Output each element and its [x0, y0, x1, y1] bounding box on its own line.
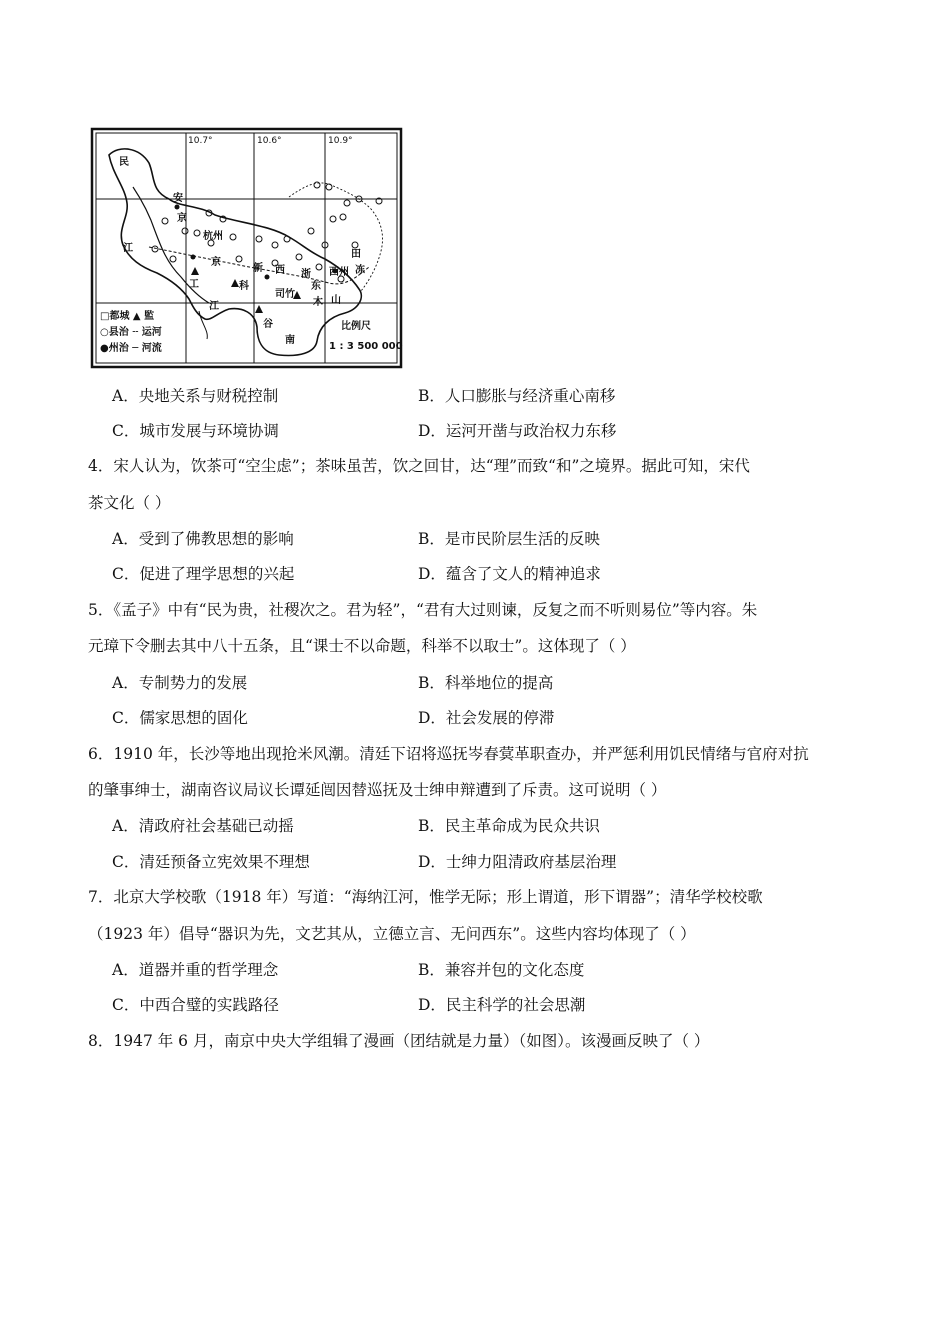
place-label: 山 — [331, 295, 341, 306]
place-label: 科 — [239, 281, 249, 292]
q4-option-c: C．促进了理学思想的兴起 — [112, 565, 295, 583]
scale-value: 1 : 3 500 000 — [329, 341, 403, 352]
historical-map-figure — [89, 127, 405, 370]
river-line — [199, 311, 207, 339]
q5-option-a: A．专制势力的发展 — [112, 674, 248, 692]
place-label: 南 — [285, 335, 295, 346]
q6-option-d: D．士绅力阻清政府基层治理 — [418, 853, 617, 871]
q3-option-d: D．运河开凿与政治权力东移 — [418, 422, 617, 440]
q5-option-d: D．社会发展的停滞 — [418, 709, 555, 727]
q7-stem-line2: （1923 年）倡导“器识为先，文艺其从，立德立言、无问西东”。这些内容均体现了（ ） — [88, 925, 696, 943]
place-label: 司竹 — [275, 289, 295, 300]
place-label: 木 — [313, 297, 323, 308]
q4-option-a: A．受到了佛教思想的影响 — [112, 530, 294, 548]
grid-label: 10.7° — [188, 136, 213, 146]
scale-title: 比例尺 — [341, 321, 371, 332]
grid-label: 10.9° — [328, 136, 353, 146]
place-label: 京 — [177, 213, 187, 224]
q5-option-c: C．儒家思想的固化 — [112, 709, 248, 727]
q6-stem-line2: 的肇事绅士，湖南咨议局议长谭延闿因替巡抚及士绅申辩遭到了斥责。这可说明（ ） — [88, 781, 667, 799]
place-label: 杭州 — [203, 231, 223, 242]
place-label: 西州 — [329, 267, 349, 278]
q5-stem-line1: 5．《孟子》中有“民为贵，社稷次之。君为轻”，“君有大过则谏，反复之而不听则易位”等内容。朱 — [88, 601, 758, 619]
grid-label: 10.6° — [257, 136, 282, 146]
place-label: 工 — [189, 279, 199, 290]
q5-stem-line2: 元璋下令删去其中八十五条，且“课士不以命题，科举不以取士”。这体现了（ ） — [88, 637, 636, 655]
q7-stem-line1: 7．北京大学校歌（1918 年）写道：“海纳江河，惟学无际；形上谓道，形下谓器”；清华学校校歌 — [88, 888, 763, 906]
q7-option-d: D．民主科学的社会思潮 — [418, 996, 586, 1014]
place-label: 东 — [311, 281, 321, 292]
q6-option-c: C．清廷预备立宪效果不理想 — [112, 853, 310, 871]
place-label: 安 — [173, 193, 183, 204]
q3-option-b: B．人口膨胀与经济重心南移 — [418, 387, 616, 405]
map-svg — [89, 127, 405, 370]
q7-option-c: C．中西合璧的实践路径 — [112, 996, 279, 1014]
place-label: 民 — [119, 157, 129, 168]
legend-row: ●州治 ─ 河流 — [100, 343, 162, 354]
q8-stem-line1: 8．1947 年 6 月，南京中央大学组辑了漫画（团结就是力量）（如图）。该漫画反映了（ ） — [88, 1032, 710, 1050]
q6-option-a: A．清政府社会基础已动摇 — [112, 817, 294, 835]
place-label: 京 — [211, 257, 221, 268]
legend-row: ○县治 ╌ 运河 — [100, 327, 162, 338]
q3-option-c: C．城市发展与环境协调 — [112, 422, 279, 440]
q7-option-a: A．道器并重的哲学理念 — [112, 961, 279, 979]
place-label: 浙 — [301, 269, 311, 280]
place-label: 江 — [123, 243, 133, 254]
place-label: 江 — [209, 301, 219, 312]
place-label: 西 — [275, 265, 285, 276]
place-label: 冻 — [355, 265, 365, 276]
q4-stem-line1: 4．宋人认为，饮茶可“空尘虑”；茶味虽苦，饮之回甘，达“理”而致“和”之境界。据此可知，宋代 — [88, 457, 750, 475]
legend-row: □都城 ▲ 監 — [100, 311, 155, 322]
q4-option-d: D．蕴含了文人的精神追求 — [418, 565, 601, 583]
place-label: 新 — [253, 263, 263, 274]
q3-option-a: A．央地关系与财税控制 — [112, 387, 279, 405]
q5-option-b: B．科举地位的提高 — [418, 674, 554, 692]
place-label: 田 — [351, 249, 361, 260]
land-outline — [109, 149, 361, 356]
q6-option-b: B．民主革命成为民众共识 — [418, 817, 600, 835]
q6-stem-line1: 6．1910 年，长沙等地出现抢米风潮。清廷下诏将巡抚岑春蓂革职查办，并严惩利用饥民情绪与官府对抗 — [88, 745, 809, 763]
place-label: 谷 — [263, 319, 273, 330]
q4-stem-line2: 茶文化（ ） — [88, 494, 171, 512]
q7-option-b: B．兼容并包的文化态度 — [418, 961, 585, 979]
q4-option-b: B．是市民阶层生活的反映 — [418, 530, 600, 548]
